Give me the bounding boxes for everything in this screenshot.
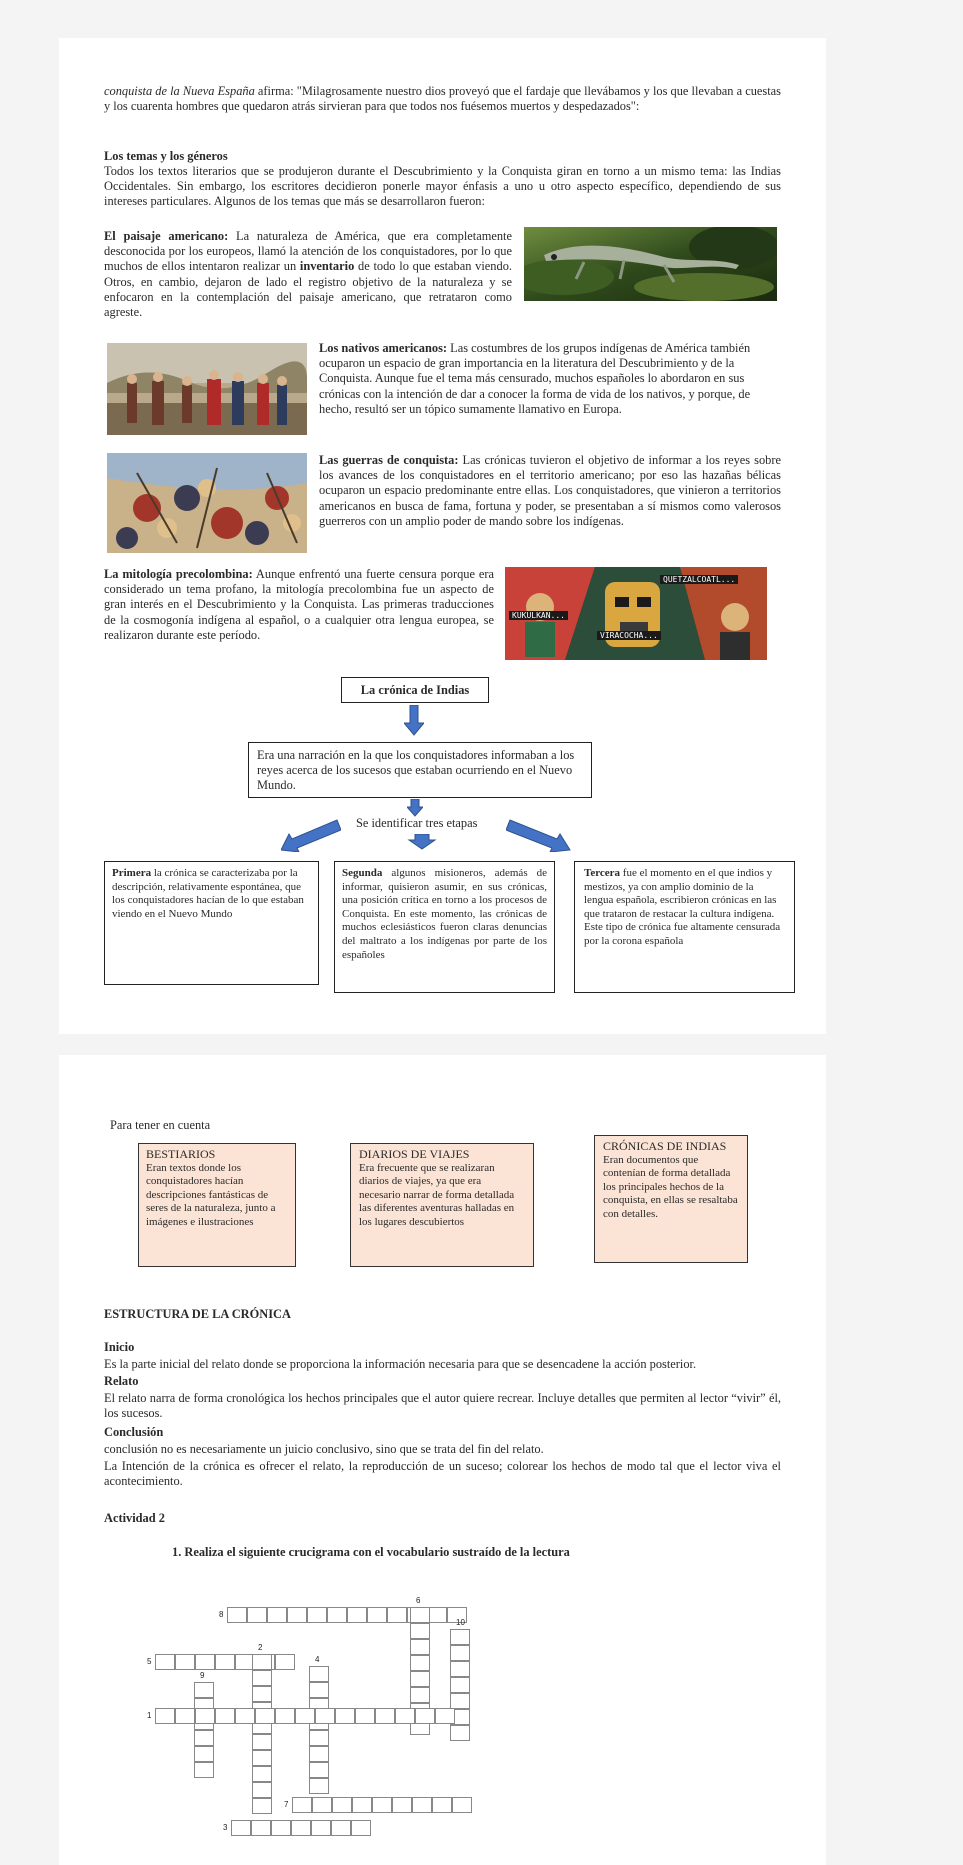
- crossword-cell[interactable]: [309, 1746, 329, 1762]
- intro-italic: conquista de la Nueva España: [104, 84, 255, 98]
- crossword-number: 8: [219, 1610, 224, 1619]
- crossword-cell[interactable]: [252, 1686, 272, 1702]
- crossword-cell[interactable]: [194, 1762, 214, 1778]
- crossword-cell[interactable]: [252, 1670, 272, 1686]
- stage-second-text: Segunda algunos misioneros, además de informar, quisieron asumir, en sus crónicas, una posición crítica en torno a los procesos de Conquista. En este momento, las crónicas de muchos eclesiásticos fueron claras denuncias del maltrato a los indígenas por parte de los españoles: [342, 867, 547, 961]
- crossword-cell[interactable]: [452, 1797, 472, 1813]
- cronicas-title: CRÓNICAS DE INDIAS: [603, 1139, 727, 1153]
- crossword-cell[interactable]: [231, 1820, 251, 1836]
- bestiarios-title: BESTIARIOS: [146, 1147, 216, 1161]
- crossword-cell[interactable]: [292, 1797, 312, 1813]
- wars-title: Las guerras de conquista:: [319, 453, 459, 467]
- crossword-cell[interactable]: [450, 1645, 470, 1661]
- crossword-cell[interactable]: [450, 1629, 470, 1645]
- bestiarios-text: Eran textos donde los conquistadores hacían descripciones fantásticas de seres de la naturaleza, junto a imágenes e ilustraciones: [146, 1161, 276, 1228]
- crossword-cell[interactable]: [432, 1797, 452, 1813]
- crossword-cell[interactable]: [194, 1682, 214, 1698]
- stage-second-box: [334, 861, 555, 993]
- crossword-cell[interactable]: [415, 1708, 435, 1724]
- crossword-cell[interactable]: [410, 1623, 430, 1639]
- diagram-title-box: [341, 677, 489, 703]
- natives-title: Los nativos americanos:: [319, 341, 448, 355]
- stage-third-box: [574, 861, 795, 993]
- crossword-cell[interactable]: [410, 1671, 430, 1687]
- crossword-cell[interactable]: [252, 1654, 272, 1670]
- crossword-cell[interactable]: [155, 1654, 175, 1670]
- crossword-cell[interactable]: [215, 1708, 235, 1724]
- document-page-2: [59, 1055, 826, 1865]
- crossword-cell[interactable]: [352, 1797, 372, 1813]
- left-diagonal-arrow-icon: [281, 818, 341, 852]
- crossword-cell[interactable]: [215, 1654, 235, 1670]
- crossword-cell[interactable]: [372, 1797, 392, 1813]
- crossword-number: 3: [223, 1823, 228, 1832]
- crossword-cell[interactable]: [315, 1708, 335, 1724]
- definition-box: [248, 742, 592, 798]
- crossword-cell[interactable]: [309, 1682, 329, 1698]
- conclusion-text: conclusión no es necesariamente un juicio conclusivo, sino que se trata del fin del relato.: [104, 1442, 544, 1456]
- definition-text: Era una narración en la que los conquistadores informaban a los reyes acerca de los sucesos que estaban ocurriendo en el Nuevo Mundo.: [257, 748, 575, 793]
- crossword-cell[interactable]: [252, 1750, 272, 1766]
- crossword-cell[interactable]: [309, 1666, 329, 1682]
- crossword-cell[interactable]: [410, 1687, 430, 1703]
- crossword-grid: [59, 1055, 826, 1865]
- crossword-cell[interactable]: [312, 1797, 332, 1813]
- crossword-cell[interactable]: [255, 1708, 275, 1724]
- diagram-title: La crónica de Indias: [360, 683, 470, 697]
- mythology-image: [505, 567, 767, 660]
- crossword-cell[interactable]: [355, 1708, 375, 1724]
- crossword-cell[interactable]: [375, 1708, 395, 1724]
- crossword-cell[interactable]: [252, 1782, 272, 1798]
- down-arrow-icon: [404, 705, 424, 737]
- natives-painting-image: [107, 343, 307, 435]
- crossword-cell[interactable]: [392, 1797, 412, 1813]
- crossword-cell[interactable]: [287, 1607, 307, 1623]
- landscape-paragraph: El paisaje americano: La naturaleza de América, que era completamente desconocida por los europeos, llamó la atención de los conquistadores, por lo que muchos de ellos intentaron realizar un inventario de todo lo que estaban viendo. Otros, en cambio, dejaron de lado el registro objetivo de la naturaleza y se enfocaron en la contemplación del paisaje americano, que retrataron como agreste.: [104, 229, 512, 320]
- kukulkan-label: KUKULKAN...: [509, 611, 568, 620]
- war-painting-image: [107, 453, 307, 553]
- crossword-cell[interactable]: [351, 1820, 371, 1836]
- crossword-cell[interactable]: [275, 1708, 295, 1724]
- crossword-number: 7: [284, 1800, 289, 1809]
- document-page-1: [59, 38, 826, 1034]
- cronicas-text: Eran documentos que contenían de forma detallada los principales hechos de la conquista, en ellas se resaltaba con detalles.: [603, 1153, 738, 1220]
- crossword-cell[interactable]: [450, 1677, 470, 1693]
- relato-title: Relato: [104, 1374, 139, 1388]
- crossword-cell[interactable]: [295, 1708, 315, 1724]
- myth-paragraph: La mitología precolombina: Aunque enfrentó una fuerte censura porque era considerado un tema profano, la mitología precolombina fue un aspecto de gran interés en el Descubrimiento y la Conquista. Las primeras traducciones de la cosmogonía indígena al español, o a cualquier otra lengua europea, se realizaron durante este período.: [104, 567, 494, 642]
- crossword-cell[interactable]: [410, 1607, 430, 1623]
- crossword-cell[interactable]: [387, 1607, 407, 1623]
- crossword-cell[interactable]: [267, 1607, 287, 1623]
- crossword-cell[interactable]: [194, 1746, 214, 1762]
- themes-heading: Los temas y los géneros: [104, 149, 228, 163]
- note-label: Para tener en cuenta: [110, 1118, 211, 1132]
- crossword-number: 2: [258, 1643, 263, 1652]
- crossword-cell[interactable]: [332, 1797, 352, 1813]
- crossword-cell[interactable]: [227, 1607, 247, 1623]
- small-down-arrow-icon: [407, 799, 423, 817]
- crossword-cell[interactable]: [427, 1607, 447, 1623]
- crossword-cell[interactable]: [412, 1797, 432, 1813]
- crossword-number: 9: [200, 1671, 205, 1680]
- crossword-cell[interactable]: [235, 1708, 255, 1724]
- crossword-cell[interactable]: [275, 1654, 295, 1670]
- crossword-cell[interactable]: [367, 1607, 387, 1623]
- wars-paragraph: Las guerras de conquista: Las crónicas tuvieron el objetivo de informar a los reyes sobre los avances de los conquistadores en el territorio americano; por eso las hazañas bélicas ocuparon un espacio predominante entre ellas. Los conquistadores, que vinieron a territorios americanos en busca de fama, fortuna y poder, se presentaban a sí mismos como valerosos guerreros con un amplio poder de mando sobre los indígenas.: [319, 453, 781, 528]
- crossword-cell[interactable]: [252, 1798, 272, 1814]
- crossword-cell[interactable]: [309, 1778, 329, 1794]
- diarios-title: DIARIOS DE VIAJES: [359, 1147, 470, 1161]
- stage-first-box: [104, 861, 319, 985]
- crossword-cell[interactable]: [435, 1708, 455, 1724]
- crossword-cell[interactable]: [450, 1693, 470, 1709]
- crossword-cell[interactable]: [410, 1655, 430, 1671]
- relato-text: El relato narra de forma cronológica los hechos principales que el autor quiere recrear. Incluye detalles que permiten al lector “vivir” él, los sucesos.: [104, 1391, 781, 1421]
- activity-item: 1. Realiza el siguiente crucigrama con el vocabulario sustraído de la lectura: [172, 1545, 570, 1559]
- crossword-number: 6: [416, 1596, 421, 1605]
- right-diagonal-arrow-icon: [506, 818, 572, 852]
- stages-label: Se identificar tres etapas: [356, 816, 478, 830]
- conclusion-title: Conclusión: [104, 1425, 164, 1439]
- crossword-cell[interactable]: [335, 1708, 355, 1724]
- themes-text: Todos los textos literarios que se produjeron durante el Descubrimiento y la Conquista giran en torno a un mismo tema: las Indias Occidentales. Sin embargo, los escritores decidieron ponerle mayor énfasis a uno u otro aspecto específico, dependiendo de sus intereses particulares. Algunos de los temas que más se desarrollaron fueron:: [104, 164, 781, 209]
- quetzalcoatl-label: QUETZALCOATL...: [660, 575, 738, 584]
- natives-paragraph: Los nativos americanos: Las costumbres de los grupos indígenas de América también ocuparon un espacio de gran importancia en la literatura del Descubrimiento y de la Conquista. Aunque fue el tema más censurado, muchos españoles lo abordaron en sus crónicas con la intención de dar a conocer la forma de vida de los nativos, y porque, de hecho, resultó ser un tópico sumamente llamativo en Europa.: [319, 341, 751, 416]
- crossword-cell[interactable]: [410, 1639, 430, 1655]
- crossword-cell[interactable]: [271, 1820, 291, 1836]
- inventario-bold: inventario: [299, 259, 355, 274]
- crossword-cell[interactable]: [175, 1654, 195, 1670]
- activity-heading: Actividad 2: [104, 1511, 165, 1525]
- stage-third-text: Tercera fue el momento en el que indios y mestizos, ya con amplio dominio de la lengua española, escribieron crónicas en las que trataron de restacar la cultura indígena. Este tipo de crónica fue altamente censurada por la corona española: [584, 867, 781, 947]
- intro-text: afirma: "Milagrosamente nuestro dios proveyó que el fardaje que llevábamos y los que llevaban a cuestas y los cuarenta hombres que quedaron atrás sirvieran para que todos nos fuésemos muertos y despedazados":: [104, 84, 782, 114]
- crossword-cell[interactable]: [291, 1820, 311, 1836]
- myth-title: La mitología precolombina:: [104, 567, 253, 581]
- crossword-number: 4: [315, 1655, 320, 1664]
- center-down-arrow-icon: [407, 834, 437, 850]
- crossword-cell[interactable]: [347, 1607, 367, 1623]
- crossword-cell[interactable]: [450, 1661, 470, 1677]
- crossword-cell[interactable]: [331, 1820, 351, 1836]
- crossword-cell[interactable]: [194, 1730, 214, 1746]
- structure-heading: ESTRUCTURA DE LA CRÓNICA: [104, 1307, 291, 1321]
- crossword-cell[interactable]: [450, 1725, 470, 1741]
- crossword-cell[interactable]: [195, 1708, 215, 1724]
- diarios-text: Era frecuente que se realizaran diarios de viajes, ya que era necesario narrar de forma detallada las diferentes aventuras halladas en los lugares descubiertos: [359, 1161, 515, 1228]
- crossword-cell[interactable]: [309, 1730, 329, 1746]
- crossword-cell[interactable]: [175, 1708, 195, 1724]
- crossword-cell[interactable]: [251, 1820, 271, 1836]
- crossword-cell[interactable]: [195, 1654, 215, 1670]
- crossword-number: 1: [147, 1711, 152, 1720]
- crossword-cell[interactable]: [395, 1708, 415, 1724]
- crossword-number: 10: [456, 1618, 465, 1627]
- intro-paragraph: [104, 84, 781, 114]
- crossword-cell[interactable]: [155, 1708, 175, 1724]
- crossword-cell[interactable]: [252, 1734, 272, 1750]
- crossword-cell[interactable]: [327, 1607, 347, 1623]
- viracocha-label: VIRACOCHA...: [597, 631, 661, 640]
- crossword-cell[interactable]: [309, 1762, 329, 1778]
- crossword-number: 5: [147, 1657, 152, 1666]
- crossword-cell[interactable]: [247, 1607, 267, 1623]
- lizard-nature-image: [524, 227, 777, 301]
- landscape-title: El paisaje americano:: [104, 229, 229, 243]
- inicio-text: Es la parte inicial del relato donde se proporciona la información necesaria para que se desencadene la acción posterior.: [104, 1357, 697, 1371]
- crossword-cell[interactable]: [311, 1820, 331, 1836]
- crossword-cell[interactable]: [307, 1607, 327, 1623]
- crossword-cell[interactable]: [252, 1766, 272, 1782]
- stage-first-text: Primera la crónica se caracterizaba por la descripción, relativamente espontánea, que los conquistadores hacían de lo que estaban viendo en el Nuevo Mundo: [112, 867, 304, 920]
- inicio-title: Inicio: [104, 1340, 135, 1354]
- intention-text: La Intención de la crónica es ofrecer el relato, la reproducción de un suceso; colorear los hechos de modo tal que el lector viva el acontecimiento.: [104, 1459, 781, 1489]
